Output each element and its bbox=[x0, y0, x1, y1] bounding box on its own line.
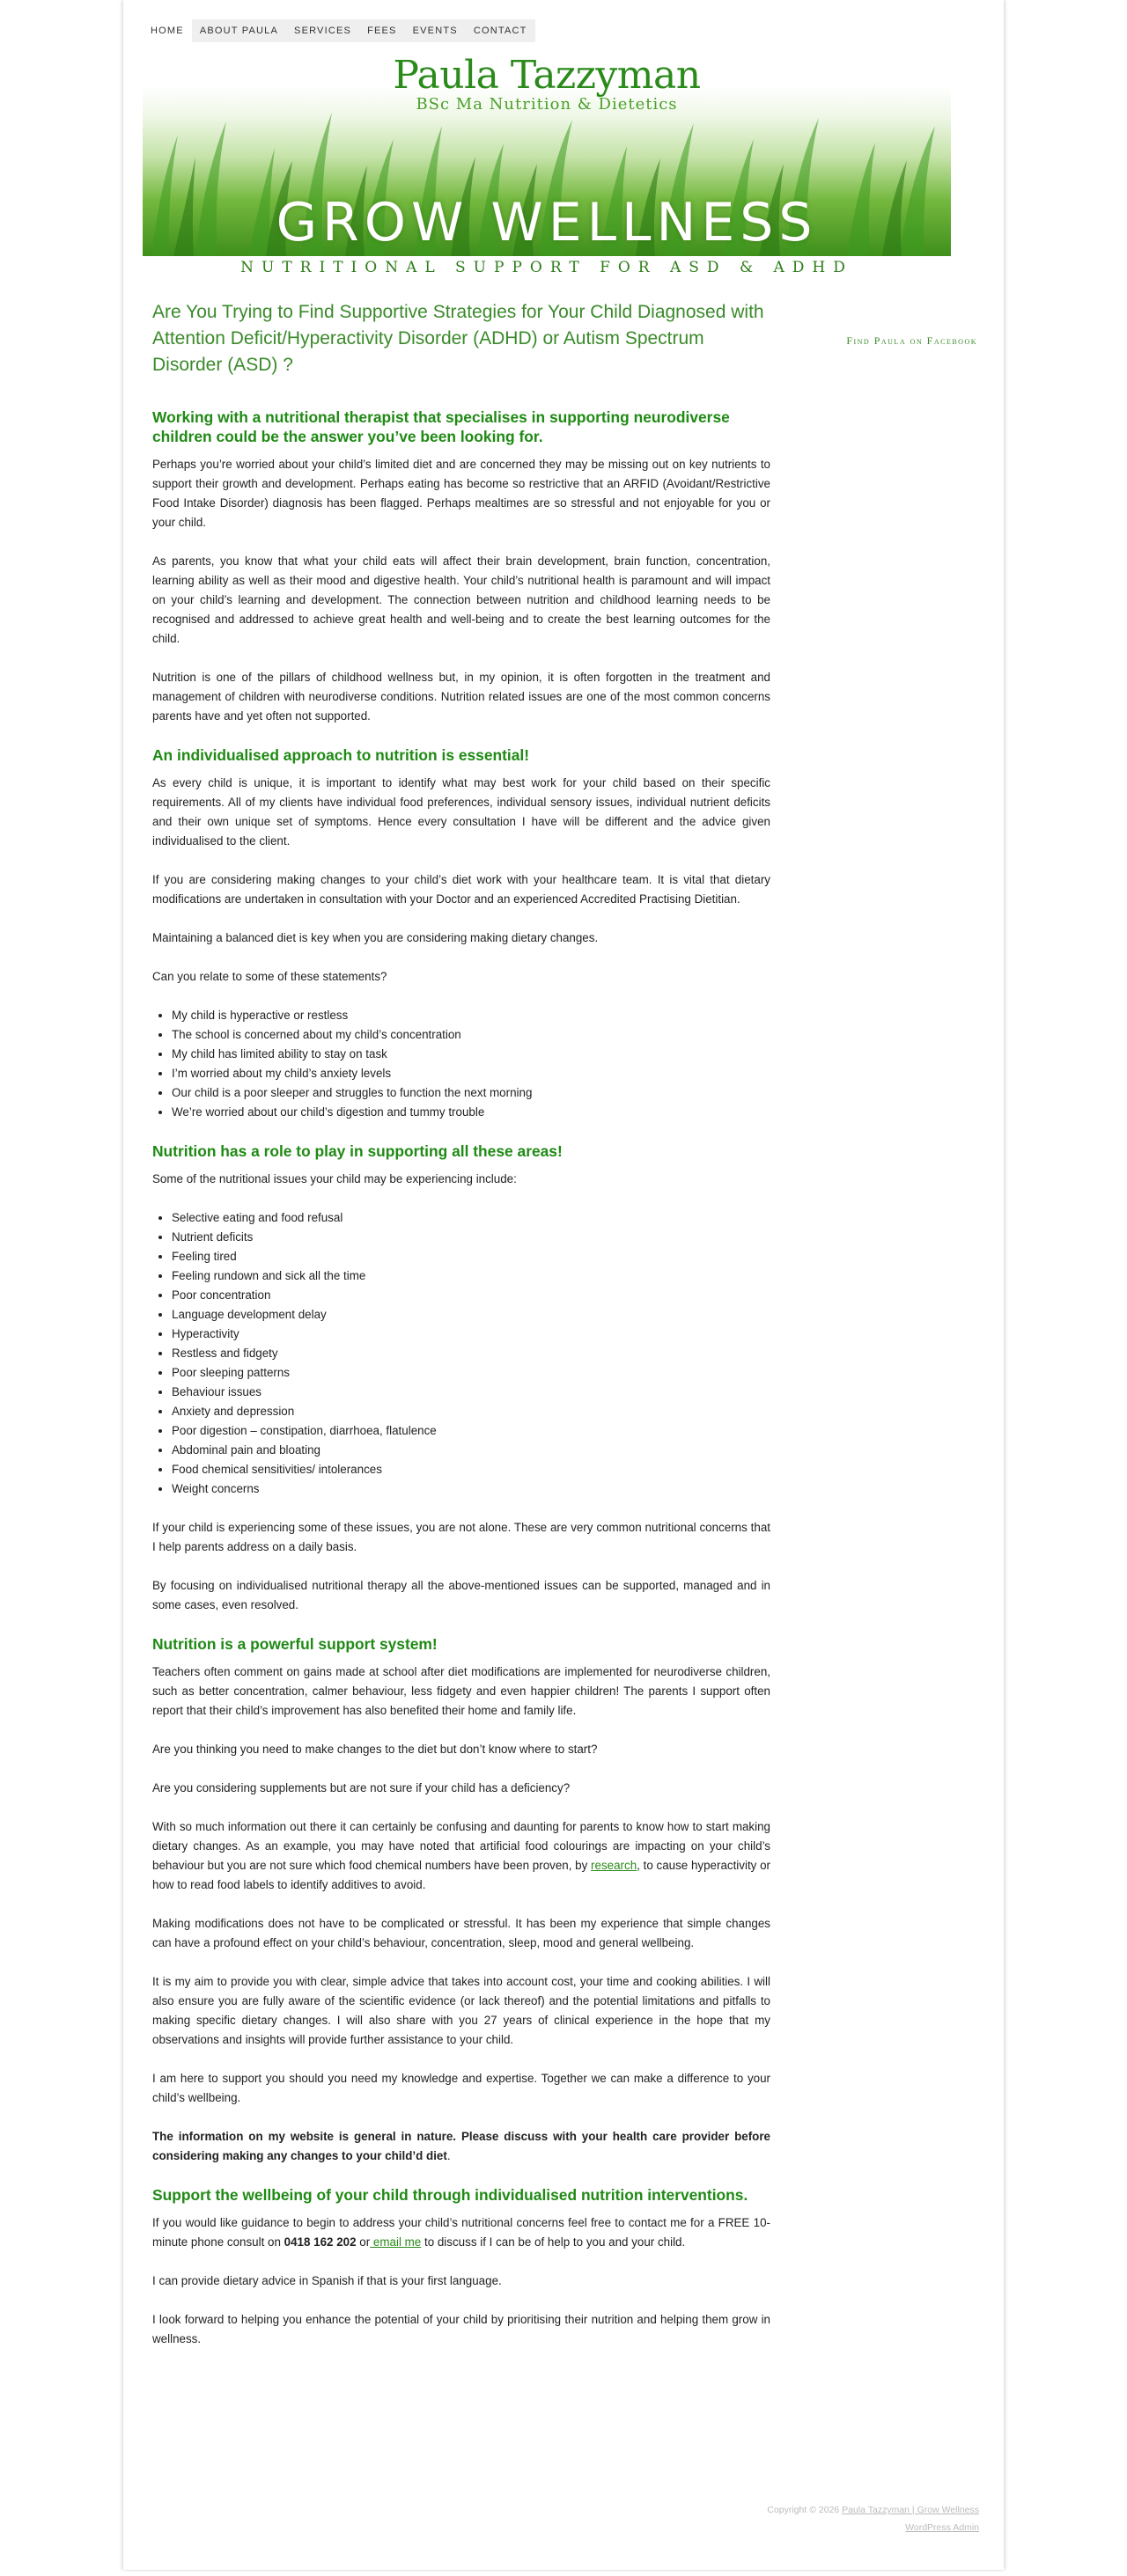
paragraph-contact bbox=[152, 2213, 770, 2252]
list-item: • Poor sleeping patterns bbox=[172, 1363, 770, 1383]
list-item: • My child is hyperactive or restless bbox=[172, 1006, 770, 1025]
list-item: • Abdominal pain and bloating bbox=[172, 1441, 770, 1460]
banner-text: GROW WELLNESS bbox=[276, 192, 818, 253]
paragraph: If your child is experiencing some of these issues, you are not alone. These are very common nutritional concerns that I help parents address on a daily basis. bbox=[152, 1521, 770, 1553]
paragraph: Are you thinking you need to make changes to the diet but don’t know where to start? bbox=[152, 1743, 598, 1756]
list-item: • We’re worried about our child’s digestion and tummy trouble bbox=[172, 1103, 770, 1122]
paragraph: If you are considering making changes to your child’s diet work with your healthcare team. It is vital that dietary modifications are undertaken in consultation with your Doctor and an experienced Accredited Practising Dietitian. bbox=[152, 873, 770, 906]
list-item: • Anxiety and depression bbox=[172, 1402, 770, 1421]
paragraph: Nutrition is one of the pillars of childhood wellness but, in my opinion, it is often forgotten in the treatment and management of children with neurodiverse conditions. Nutrition related issues are one of the most common concerns parents have and yet often not supported. bbox=[152, 671, 770, 723]
list-item: • Weight concerns bbox=[172, 1479, 770, 1499]
paragraph: As parents, you know that what your child eats will affect their brain development, brain function, concentration, learning ability as well as their mood and digestive health. Your child’s nutritional health is paramount and will impact on your child’s learning and development. The connection between nutrition and childhood learning needs to be recognised and addressed to achieve great health and well-being and to create the best learning outcomes for the child. bbox=[152, 554, 770, 645]
nav-item-contact[interactable]: CONTACT bbox=[473, 26, 527, 36]
list-item: • Our child is a poor sleeper and struggles to function the next morning bbox=[172, 1083, 770, 1103]
list-item: • My child has limited ability to stay on task bbox=[172, 1045, 770, 1064]
paragraph: It is my aim to provide you with clear, simple advice that takes into account cost, your time and cooking abilities. I will also ensure you are fully aware of the scientific evidence (or lack thereof) and the potential limitations and pitfalls to making specific dietary changes. I will also share with you 27 years of clinical experience in the hope that my observations and insights will provide further assistance to your child. bbox=[152, 1975, 770, 2046]
page-container bbox=[123, 0, 1004, 2570]
list-item: • Nutrient deficits bbox=[172, 1228, 770, 1247]
list-item: • Poor concentration bbox=[172, 1286, 770, 1305]
list-item: • Restless and fidgety bbox=[172, 1344, 770, 1363]
list-item: • Language development delay bbox=[172, 1305, 770, 1325]
paragraph: Can you relate to some of these statements? bbox=[152, 970, 387, 983]
main-content bbox=[152, 299, 770, 2368]
site-name: Paula Tazzyman bbox=[393, 53, 701, 98]
disclaimer-text: The information on my website is general in nature. Please discuss with your health care provider before considering making any changes to your child’d diet bbox=[152, 2130, 770, 2162]
nav-item-about[interactable]: ABOUT PAULA bbox=[199, 26, 279, 36]
wordpress-admin-link[interactable]: WordPress Admin bbox=[905, 2522, 979, 2533]
paragraph: Maintaining a balanced diet is key when you are considering making dietary changes. bbox=[152, 931, 599, 944]
heading-intro: Working with a nutritional therapist that specialises in supporting neurodiverse children could be the answer you’ve been looking for. bbox=[152, 408, 730, 445]
page-title: Are You Trying to Find Supportive Strategies for Your Child Diagnosed with Attention Deficit/Hyperactivity Disorder (ADHD) or Autism Spectrum Disorder (ASD) ? bbox=[152, 302, 764, 375]
nav-item-fees[interactable]: FEES bbox=[367, 26, 397, 36]
footer-site-link[interactable]: Paula Tazzyman | Grow Wellness bbox=[842, 2505, 979, 2515]
nav-item-services[interactable]: SERVICES bbox=[294, 26, 352, 36]
copyright-text: Copyright © 2026 bbox=[767, 2505, 843, 2515]
list-item: • Feeling rundown and sick all the time bbox=[172, 1266, 770, 1286]
text-segment: to discuss if I can be of help to you and your child. bbox=[421, 2235, 686, 2249]
footer-copyright bbox=[652, 2501, 979, 2519]
paragraph: I look forward to helping you enhance the potential of your child by prioritising their nutrition and helping them grow in wellness. bbox=[152, 2313, 770, 2345]
nav-item-events[interactable]: EVENTS bbox=[412, 26, 458, 36]
paragraph: Perhaps you’re worried about your child’s limited diet and are concerned they may be missing out on key nutrients to support their growth and development. Perhaps eating has become so restrictive that an ARFID (Avoidant/Restrictive Food Intake Disorder) diagnosis has been flagged. Perhaps mealtimes are so stressful and not enjoyable for you or your child. bbox=[152, 458, 770, 529]
main-nav bbox=[143, 19, 535, 42]
list-item: • Behaviour issues bbox=[172, 1383, 770, 1402]
heading-individual: An individualised approach to nutrition is essential! bbox=[152, 746, 530, 764]
paragraph-research bbox=[152, 1817, 770, 1895]
header-banner[interactable] bbox=[143, 51, 951, 256]
paragraph: Some of the nutritional issues your child may be experiencing include: bbox=[152, 1172, 517, 1185]
phone-number: 0418 162 202 bbox=[284, 2235, 357, 2249]
paragraph: Making modifications does not have to be complicated or stressful. It has been my experience that simple changes can have a profound effect on your child’s behaviour, concentration, sleep, mood and general wellbeing. bbox=[152, 1917, 770, 1949]
heading-support: Nutrition is a powerful support system! bbox=[152, 1635, 438, 1653]
nav-item-home[interactable]: HOME bbox=[143, 19, 192, 42]
paragraph: I can provide dietary advice in Spanish if that is your first language. bbox=[152, 2274, 502, 2287]
text-segment: . bbox=[446, 2149, 451, 2162]
heading-role: Nutrition has a role to play in supporting all these areas! bbox=[152, 1142, 563, 1160]
statements-list bbox=[172, 1006, 770, 1122]
text-segment: With so much information out there it can certainly be confusing and daunting for parents to know how to start making dietary changes. As an example, you may have noted that artificial food colourings are impacting on your child’s behaviour but you are not sure which food chemical numbers have been proven, by bbox=[152, 1820, 770, 1872]
disclaimer bbox=[152, 2127, 770, 2166]
paragraph: By focusing on individualised nutritional therapy all the above-mentioned issues can be supported, managed and in some cases, even resolved. bbox=[152, 1579, 770, 1611]
issues-list bbox=[172, 1208, 770, 1499]
list-item: • Food chemical sensitivities/ intolerances bbox=[172, 1460, 770, 1479]
heading-wellbeing: Support the wellbeing of your child through individualised nutrition interventions. bbox=[152, 2186, 748, 2204]
email-link[interactable]: email me bbox=[370, 2235, 422, 2249]
footer-admin bbox=[652, 2519, 979, 2536]
list-item: • Selective eating and food refusal bbox=[172, 1208, 770, 1228]
text-segment: If you would like guidance to begin to address your child’s nutritional concerns feel free to contact me for a FREE 10-minute phone consult on bbox=[152, 2216, 770, 2249]
list-item: • I’m worried about my child’s anxiety levels bbox=[172, 1064, 770, 1083]
research-link[interactable]: research bbox=[591, 1859, 637, 1872]
list-item: • The school is concerned about my child’s concentration bbox=[172, 1025, 770, 1045]
text-segment: or bbox=[356, 2235, 371, 2249]
facebook-link[interactable]: Find Paula on Facebook bbox=[846, 334, 977, 347]
list-item: • Poor digestion – constipation, diarrhoea, flatulence bbox=[172, 1421, 770, 1441]
list-item: • Hyperactivity bbox=[172, 1325, 770, 1344]
paragraph: Teachers often comment on gains made at school after diet modifications are implemented for neurodiverse children, such as better concentration, calmer behaviour, less fidgety and even happier children! The parents I support often report that their child’s improvement has also benefited their home and family life. bbox=[152, 1665, 770, 1717]
site-credentials: BSc Ma Nutrition & Dietetics bbox=[416, 95, 678, 114]
text-segment: , to cause hyperactivity or how to read food labels to identify additives to avoid. bbox=[152, 1859, 771, 1891]
list-item: • Feeling tired bbox=[172, 1247, 770, 1266]
paragraph: I am here to support you should you need my knowledge and expertise. Together we can make a difference to your child’s wellbeing. bbox=[152, 2072, 770, 2104]
sidebar bbox=[801, 334, 977, 348]
paragraph: Are you considering supplements but are not sure if your child has a deficiency? bbox=[152, 1781, 571, 1794]
paragraph: As every child is unique, it is important to identify what may best work for your child based on their specific requirements. All of my clients have individual food preferences, individual sensory issues, individual nutrient deficits and their own unique set of symptoms. Hence every consultation I have will be different and the advice given individualised to the client. bbox=[152, 776, 770, 848]
footer bbox=[652, 2501, 979, 2536]
site-tagline: NUTRITIONAL SUPPORT FOR ASD & ADHD bbox=[240, 259, 853, 276]
